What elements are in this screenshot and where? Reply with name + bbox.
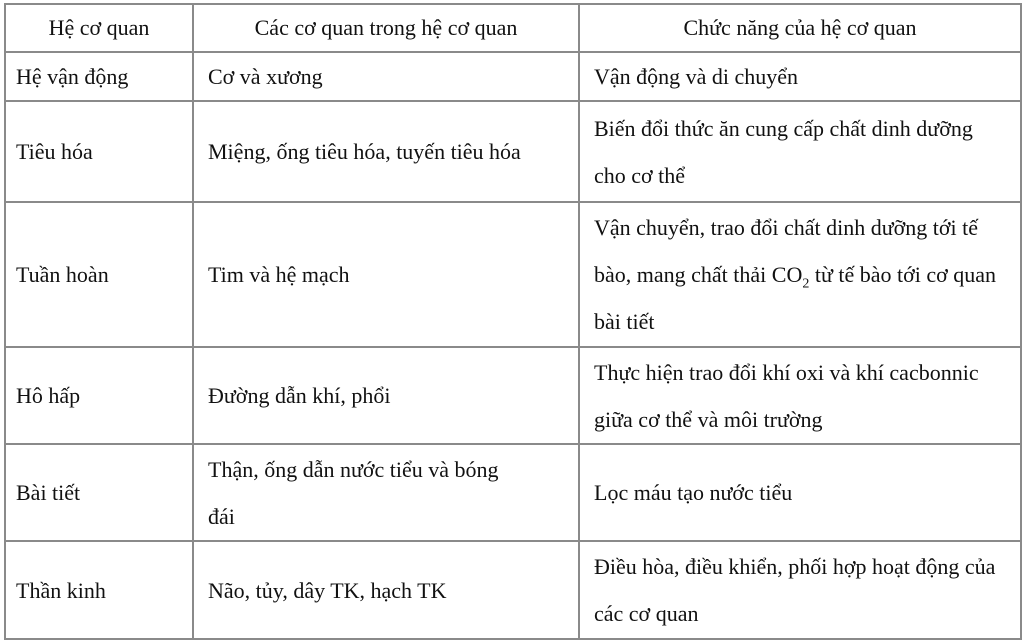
function-cell: Điều hòa, điều khiển, phối hợp hoạt động của các cơ quan [579, 541, 1021, 639]
table-row [5, 101, 1021, 202]
system-cell: Tiêu hóa [5, 101, 193, 202]
system-cell: Tuần hoàn [5, 202, 193, 347]
table-header-row [5, 4, 1021, 52]
organs-cell: Não, tủy, dây TK, hạch TK [193, 541, 579, 639]
organs-cell: Cơ và xương [193, 52, 579, 101]
organs-cell: Miệng, ống tiêu hóa, tuyến tiêu hóa [193, 101, 579, 202]
system-cell: Bài tiết [5, 444, 193, 541]
organ-systems-table [4, 3, 1022, 640]
header-function: Chức năng của hệ cơ quan [579, 4, 1021, 52]
function-text: Vận chuyển, trao đổi chất dinh dưỡng tới tế bào, mang chất thải [594, 215, 979, 287]
table-row [5, 52, 1021, 101]
function-cell: Thực hiện trao đổi khí oxi và khí cacbonnic giữa cơ thể và môi trường [579, 347, 1021, 444]
co2-text: $CO_2$ [771, 262, 810, 292]
function-cell: Vận động và di chuyển [579, 52, 1021, 101]
table-row [5, 541, 1021, 639]
function-cell: Lọc máu tạo nước tiểu [579, 444, 1021, 541]
system-cell: Hệ vận động [5, 52, 193, 101]
table-row [5, 444, 1021, 541]
table-row [5, 202, 1021, 347]
function-cell: Biến đổi thức ăn cung cấp chất dinh dưỡng cho cơ thể [579, 101, 1021, 202]
table-row [5, 347, 1021, 444]
header-organs: Các cơ quan trong hệ cơ quan [193, 4, 579, 52]
system-cell: Hô hấp [5, 347, 193, 444]
organs-cell: Tim và hệ mạch [193, 202, 579, 347]
header-system: Hệ cơ quan [5, 4, 193, 52]
organs-cell: Thận, ống dẫn nước tiểu và bóng đái [193, 444, 579, 541]
organs-cell: Đường dẫn khí, phổi [193, 347, 579, 444]
function-text-tail: từ tế bào tới cơ quan bài tiết [594, 262, 997, 334]
function-cell [579, 202, 1021, 347]
system-cell: Thần kinh [5, 541, 193, 639]
